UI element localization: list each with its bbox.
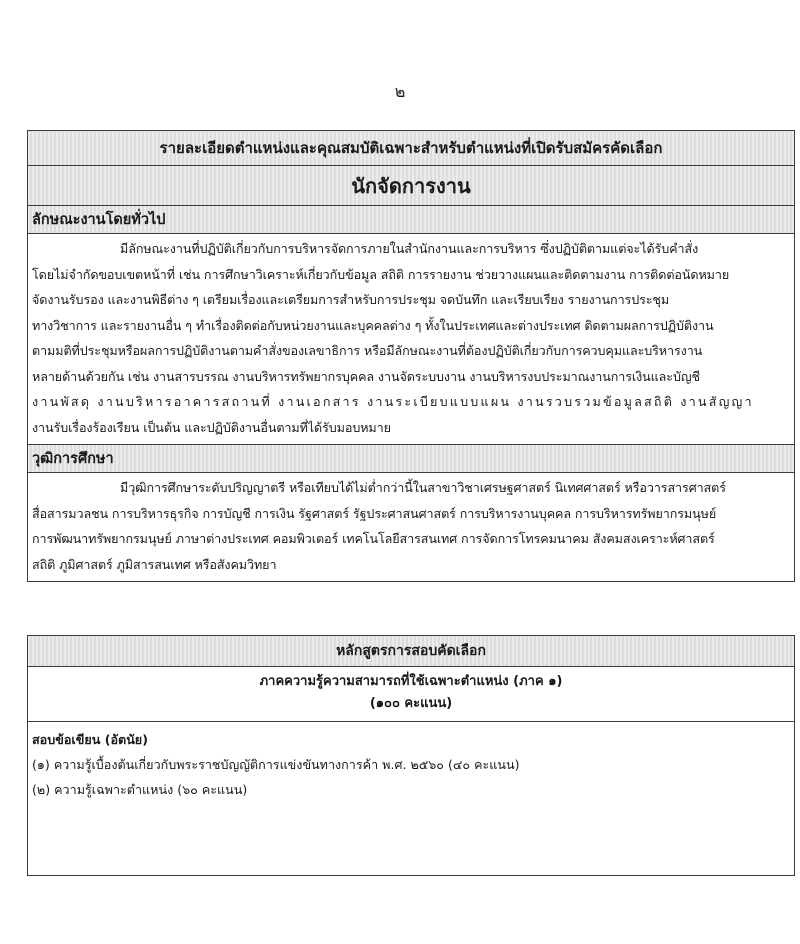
general-description-body	[28, 234, 794, 445]
position-name: นักจัดการงาน	[28, 166, 794, 206]
exam-part-score: (๑๐๐ คะแนน)	[369, 696, 453, 711]
position-details-table	[27, 130, 795, 582]
exam-table-title: หลักสูตรการสอบคัดเลือก	[28, 636, 794, 667]
education-line: การพัฒนาทรัพยากรมนุษย์ ภาษาต่างประเทศ คอมพิวเตอร์ เทคโนโลยีสารสนเทศ การจัดการโทรคมนาคม สังคมสงเคราะห์ศาสตร์	[32, 531, 715, 546]
exam-part-title: ภาคความรู้ความสามารถที่ใช้เฉพาะตำแหน่ง (ภาค ๑)	[259, 674, 563, 689]
exam-type: สอบข้อเขียน (อัตนัย)	[32, 732, 148, 747]
general-description-line: จัดงานรับรอง และงานพิธีต่าง ๆ เตรียมเรื่องและเตรียมการสำหรับการประชุม จดบันทึก และเรียบเรียง รายงานการประชุม	[32, 292, 670, 307]
education-body	[28, 473, 794, 581]
exam-details	[28, 722, 794, 875]
general-description-heading: ลักษณะงานโดยทั่วไป	[28, 206, 794, 234]
exam-part-header	[28, 667, 794, 722]
general-description-line: งานรับเรื่องร้องเรียน เป็นต้น และปฏิบัติงานอื่นตามที่ได้รับมอบหมาย	[32, 419, 391, 435]
exam-item: (๑) ความรู้เบื้องต้นเกี่ยวกับพระราชบัญญัติการแข่งขันทางการค้า พ.ศ. ๒๕๖๐ (๔๐ คะแนน)	[32, 757, 520, 772]
general-description-line: ทางวิชาการ และรายงานอื่น ๆ ทำเรื่องติดต่อกับหน่วยงานและบุคคลต่าง ๆ ทั้งในประเทศและต่างประเทศ ติดตามผลการปฏิบัติงาน	[32, 317, 714, 333]
page-number: ๒	[394, 82, 406, 101]
general-description-line: หลายด้านด้วยกัน เช่น งานสารบรรณ งานบริหารทรัพยากรบุคคล งานจัดระบบงาน งานบริหารงบประมาณงานการเงินและบัญชี	[32, 368, 700, 384]
general-description-line: โดยไม่จำกัดขอบเขตหน้าที่ เช่น การศึกษาวิเคราะห์เกี่ยวกับข้อมูล สถิติ การรายงาน ช่วยวางแผนและติดตามงาน การติดต่อนัดหมาย	[32, 266, 730, 282]
position-table-title: รายละเอียดตำแหน่งและคุณสมบัติเฉพาะสำหรับตำแหน่งที่เปิดรับสมัครคัดเลือก	[28, 131, 794, 166]
education-line: สื่อสารมวลชน การบริหารธุรกิจ การบัญชี การเงิน รัฐศาสตร์ รัฐประศาสนศาสตร์ การบริหารงานบุคคล การบริหารทรัพยากรมนุษย์	[32, 505, 717, 521]
exam-syllabus-table	[27, 635, 795, 876]
education-line: สถิติ ภูมิศาสตร์ ภูมิสารสนเทศ หรือสังคมวิทยา	[32, 556, 277, 572]
general-description-line: ตามมติที่ประชุมหรือผลการปฏิบัติงานตามคำสั่งของเลขาธิการ หรือมีลักษณะงานที่ต้องปฏิบัติเกี่ยวกับการควบคุมและบริหารงาน	[32, 343, 703, 358]
education-heading: วุฒิการศึกษา	[28, 445, 794, 473]
education-line: มีวุฒิการศึกษาระดับปริญญาตรี หรือเทียบได้ไม่ต่ำกว่านี้ในสาขาวิชาเศรษฐศาสตร์ นิเทศศาสตร์ หรือวารสารศาสตร์	[120, 480, 726, 495]
general-description-line: งานพัสดุ งานบริหารอาคารสถานที่ งานเอกสาร งานระเบียบแบบแผน งานรวบรวมข้อมูลสถิติ งานสัญญา	[32, 394, 754, 409]
general-description-line: มีลักษณะงานที่ปฏิบัติเกี่ยวกับการบริหารจัดการภายในสำนักงานและการบริหาร ซึ่งปฏิบัติตามแต่จะได้รับคำสั่ง	[120, 241, 699, 256]
exam-item: (๒) ความรู้เฉพาะตำแหน่ง (๖๐ คะแนน)	[32, 782, 248, 797]
